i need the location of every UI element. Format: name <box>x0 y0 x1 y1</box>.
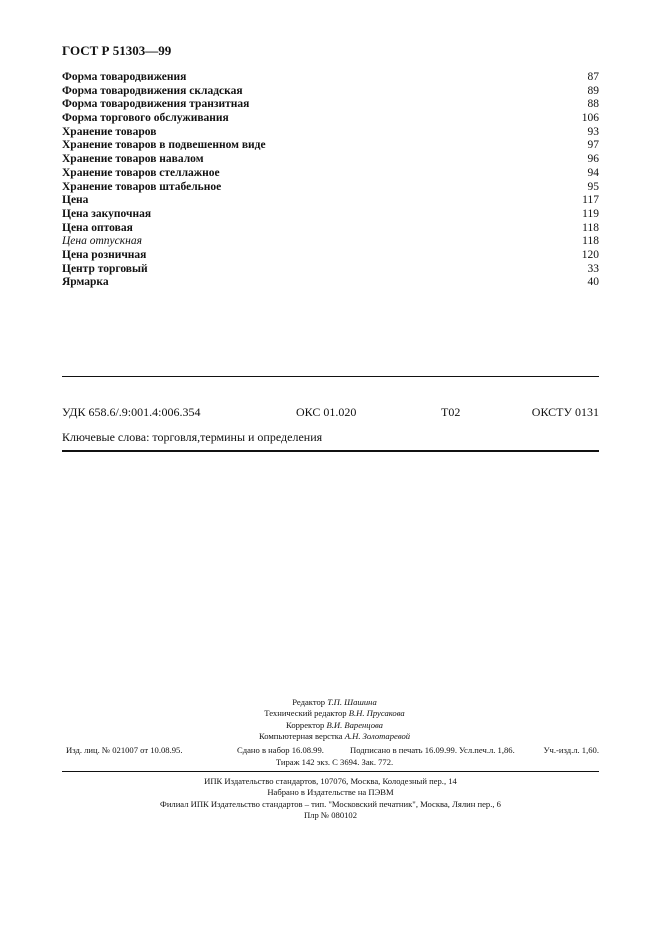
credit-line <box>0 697 661 708</box>
index-term: Цена отпускная <box>62 235 142 248</box>
index-row <box>62 167 599 181</box>
keywords: Ключевые слова: торговля,термины и определения <box>62 430 323 444</box>
oks-code: ОКС 01.020 <box>296 405 357 419</box>
index-term: Цена розничная <box>62 248 147 261</box>
index-term: Цена <box>62 194 89 207</box>
print-info <box>66 745 599 756</box>
print-sheets: Усл.печ.л. 1,86. <box>459 745 515 755</box>
credit-line <box>0 720 661 731</box>
index-row <box>62 208 599 222</box>
credit-name: Т.П. Шашина <box>327 697 377 707</box>
index-term: Форма товародвижения <box>62 71 187 83</box>
index-row <box>62 276 599 290</box>
index-term: Хранение товаров в подвешенном виде <box>62 139 266 152</box>
index-row <box>62 249 599 263</box>
divider-keywords <box>62 450 599 452</box>
credit-name: В.И. Варенцова <box>326 719 383 730</box>
credit-line <box>0 731 661 742</box>
credit-role: Компьютерная верстка <box>258 730 343 741</box>
credit-line <box>0 708 661 719</box>
index-term: Форма торгового обслуживания <box>62 112 229 125</box>
index-term: Хранение товаров навалом <box>62 153 204 166</box>
index-term: Хранение товаров штабельное <box>62 180 222 193</box>
license-info: Изд. лиц. № 021007 от 10.08.95. <box>66 745 183 755</box>
index-page-number: 119 <box>582 207 599 220</box>
index-term: Ярмарка <box>62 276 109 289</box>
index-row <box>62 126 599 140</box>
publisher-line: ИПК Издательство стандартов, 107076, Москва, Колодезный пер., 14 <box>204 776 457 786</box>
publisher-block <box>0 776 661 821</box>
index-page-number: 120 <box>581 248 599 261</box>
index-row <box>62 98 599 112</box>
index-page-number: 40 <box>587 276 599 289</box>
index-row <box>62 153 599 167</box>
credit-role: Редактор <box>292 697 326 707</box>
index-page-number: 88 <box>587 98 599 111</box>
index-page-number: 33 <box>587 262 599 275</box>
index-term: Хранение товаров стеллажное <box>62 166 220 179</box>
index-row <box>62 235 599 249</box>
divider-bottom <box>62 771 599 772</box>
index-page-number: 89 <box>587 84 599 97</box>
index-page-number: 117 <box>582 194 599 207</box>
index-term: Хранение товаров <box>62 125 157 138</box>
index-page-number: 96 <box>587 153 599 166</box>
index-term: Форма товародвижения складская <box>62 84 243 97</box>
credits-block <box>0 697 661 742</box>
index-page-number: 118 <box>582 235 599 248</box>
publisher-line: Филиал ИПК Издательство стандартов – тип. "Московский печатник", Москва, Лялин пер., 6 <box>160 798 501 809</box>
index-term: Цена оптовая <box>62 221 133 234</box>
credit-role: Технический редактор <box>264 708 347 719</box>
index-row <box>62 85 599 99</box>
divider-top <box>62 376 599 377</box>
index-page-number: 97 <box>587 139 599 152</box>
index-term: Центр торговый <box>62 262 148 275</box>
index-row <box>62 71 599 85</box>
document-header: ГОСТ Р 51303—99 <box>62 43 172 58</box>
index-row <box>62 222 599 236</box>
index-row <box>62 139 599 153</box>
credit-name: А.Н. Золотаревой <box>344 730 411 741</box>
index-row <box>62 112 599 126</box>
index-page-number: 93 <box>587 125 599 138</box>
pub-sheets: Уч.-изд.л. 1,60. <box>543 745 599 755</box>
publisher-line: Набрано в Издательстве на ПЭВМ <box>267 787 394 798</box>
t-code: Т02 <box>441 405 461 419</box>
credit-role: Корректор <box>286 719 325 730</box>
index-page-number: 118 <box>582 221 599 234</box>
index-row <box>62 263 599 277</box>
publisher-line: Плр № 080102 <box>303 809 358 820</box>
index-page-number: 87 <box>587 71 599 83</box>
sent-date: Сдано в набор 16.08.99. <box>237 745 324 755</box>
index-page-number: 94 <box>587 166 599 179</box>
print-run: Тираж 142 экз. С 3694. Зак. 772. <box>275 757 394 767</box>
index-row <box>62 194 599 208</box>
okstu-code: ОКСТУ 0131 <box>531 405 599 419</box>
udk-code: УДК 658.6/.9:001.4:006.354 <box>62 405 201 419</box>
term-index <box>62 71 599 290</box>
index-term: Цена закупочная <box>62 207 152 220</box>
index-page-number: 95 <box>587 180 599 193</box>
signed-date: Подписано в печать 16.09.99. <box>350 745 457 755</box>
index-term: Форма товародвижения транзитная <box>62 98 250 111</box>
index-row <box>62 181 599 195</box>
classification-codes <box>62 405 599 419</box>
credit-name: В.Н. Прусакова <box>348 708 405 719</box>
index-page-number: 106 <box>581 112 599 125</box>
